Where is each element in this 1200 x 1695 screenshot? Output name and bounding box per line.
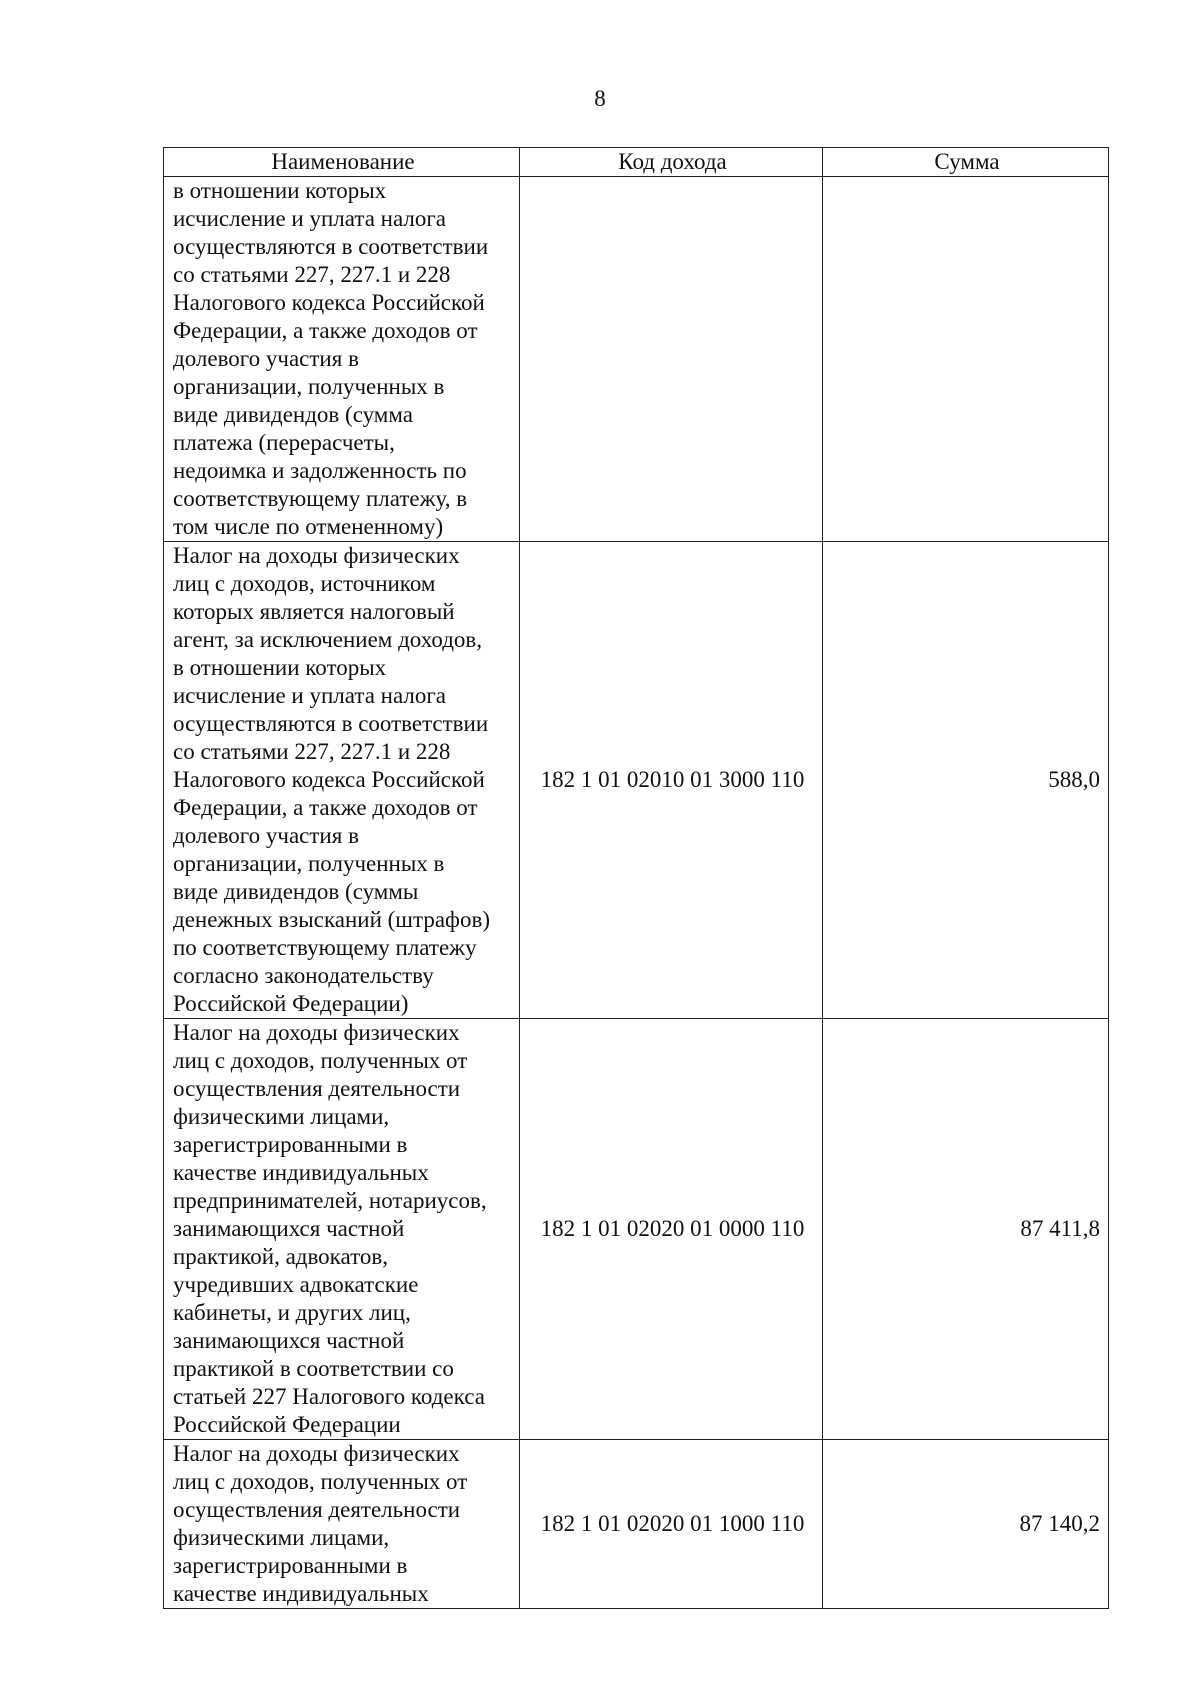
row-name-line: Федерации, а также доходов от	[173, 318, 478, 343]
row-name-line: организации, полученных в	[173, 851, 445, 876]
row-sum-cell: 87 140,2	[823, 1440, 1109, 1609]
row-name-line: агент, за исключением доходов,	[173, 627, 483, 652]
row-name-line: со статьями 227, 227.1 и 228	[173, 262, 451, 287]
row-name-line: предпринимателей, нотариусов,	[173, 1188, 487, 1213]
row-name-line: практикой, адвокатов,	[173, 1244, 388, 1269]
row-name-line: зарегистрированными в	[173, 1553, 408, 1578]
row-name-line: осуществляются в соответствии	[173, 711, 489, 736]
row-name-line: исчисление и уплата налога	[173, 206, 446, 231]
header-sum: Сумма	[823, 148, 1109, 177]
row-name-cell	[164, 177, 520, 542]
row-name-line: денежных взысканий (штрафов)	[173, 907, 490, 932]
row-name-line: занимающихся частной	[173, 1216, 405, 1241]
header-name: Наименование	[164, 148, 520, 177]
table-row	[164, 177, 1109, 542]
row-name-cell	[164, 542, 520, 1019]
row-name-line: физическими лицами,	[173, 1525, 390, 1550]
row-name-line: долевого участия в	[173, 346, 359, 371]
table-body	[164, 177, 1109, 1609]
row-name-line: Федерации, а также доходов от	[173, 795, 478, 820]
row-name-line: Налог на доходы физических	[173, 1441, 460, 1466]
row-sum-cell	[823, 177, 1109, 542]
row-name-line: в отношении которых	[173, 178, 387, 203]
row-name-line: Налог на доходы физических	[173, 1020, 460, 1045]
row-name-line: недоимка и задолженность по	[173, 458, 467, 483]
row-name-line: по соответствующему платежу	[173, 935, 477, 960]
row-name-line: соответствующему платежу, в	[173, 486, 468, 511]
row-name-line: долевого участия в	[173, 823, 359, 848]
row-name-line: которых является налоговый	[173, 599, 455, 624]
row-name-line: статьей 227 Налогового кодекса	[173, 1384, 485, 1409]
header-code: Код дохода	[520, 148, 823, 177]
row-name-line: Налог на доходы физических	[173, 543, 460, 568]
row-name-line: качестве индивидуальных	[173, 1160, 429, 1185]
table-row	[164, 542, 1109, 1019]
table-row	[164, 1440, 1109, 1609]
page-number: 8	[594, 86, 606, 111]
row-name-line: Налогового кодекса Российской	[173, 290, 485, 315]
row-sum-cell: 588,0	[823, 542, 1109, 1019]
row-name-line: лиц с доходов, источником	[173, 571, 436, 596]
row-name-line: Налогового кодекса Российской	[173, 767, 485, 792]
table-header-row	[164, 148, 1109, 177]
row-code-cell: 182 1 01 02020 01 1000 110	[520, 1440, 823, 1609]
row-name-line: организации, полученных в	[173, 374, 445, 399]
row-name-line: виде дивидендов (суммы	[173, 879, 419, 904]
row-code-cell: 182 1 01 02010 01 3000 110	[520, 542, 823, 1019]
row-name-line: лиц с доходов, полученных от	[173, 1469, 468, 1494]
row-name-line: Российской Федерации	[173, 1412, 401, 1437]
row-name-line: осуществления деятельности	[173, 1076, 461, 1101]
row-name-line: согласно законодательству	[173, 963, 434, 988]
row-sum-cell: 87 411,8	[823, 1019, 1109, 1440]
revenue-table	[163, 147, 1109, 1609]
row-code-cell: 182 1 01 02020 01 0000 110	[520, 1019, 823, 1440]
row-name-line: зарегистрированными в	[173, 1132, 408, 1157]
row-name-cell	[164, 1440, 520, 1609]
row-name-line: практикой в соответствии со	[173, 1356, 454, 1381]
row-name-line: кабинеты, и других лиц,	[173, 1300, 411, 1325]
row-name-line: занимающихся частной	[173, 1328, 405, 1353]
row-name-cell	[164, 1019, 520, 1440]
row-name-line: Российской Федерации)	[173, 991, 409, 1016]
row-name-line: в отношении которых	[173, 655, 387, 680]
row-name-line: со статьями 227, 227.1 и 228	[173, 739, 451, 764]
row-code-cell	[520, 177, 823, 542]
row-name-line: виде дивидендов (сумма	[173, 402, 413, 427]
row-name-line: качестве индивидуальных	[173, 1581, 429, 1606]
row-name-line: физическими лицами,	[173, 1104, 390, 1129]
row-name-line: исчисление и уплата налога	[173, 683, 446, 708]
row-name-line: учредивших адвокатские	[173, 1272, 419, 1297]
row-name-line: лиц с доходов, полученных от	[173, 1048, 468, 1073]
row-name-line: осуществления деятельности	[173, 1497, 461, 1522]
row-name-line: том числе по отмененному)	[173, 514, 444, 539]
row-name-line: осуществляются в соответствии	[173, 234, 489, 259]
table-row	[164, 1019, 1109, 1440]
row-name-line: платежа (перерасчеты,	[173, 430, 395, 455]
